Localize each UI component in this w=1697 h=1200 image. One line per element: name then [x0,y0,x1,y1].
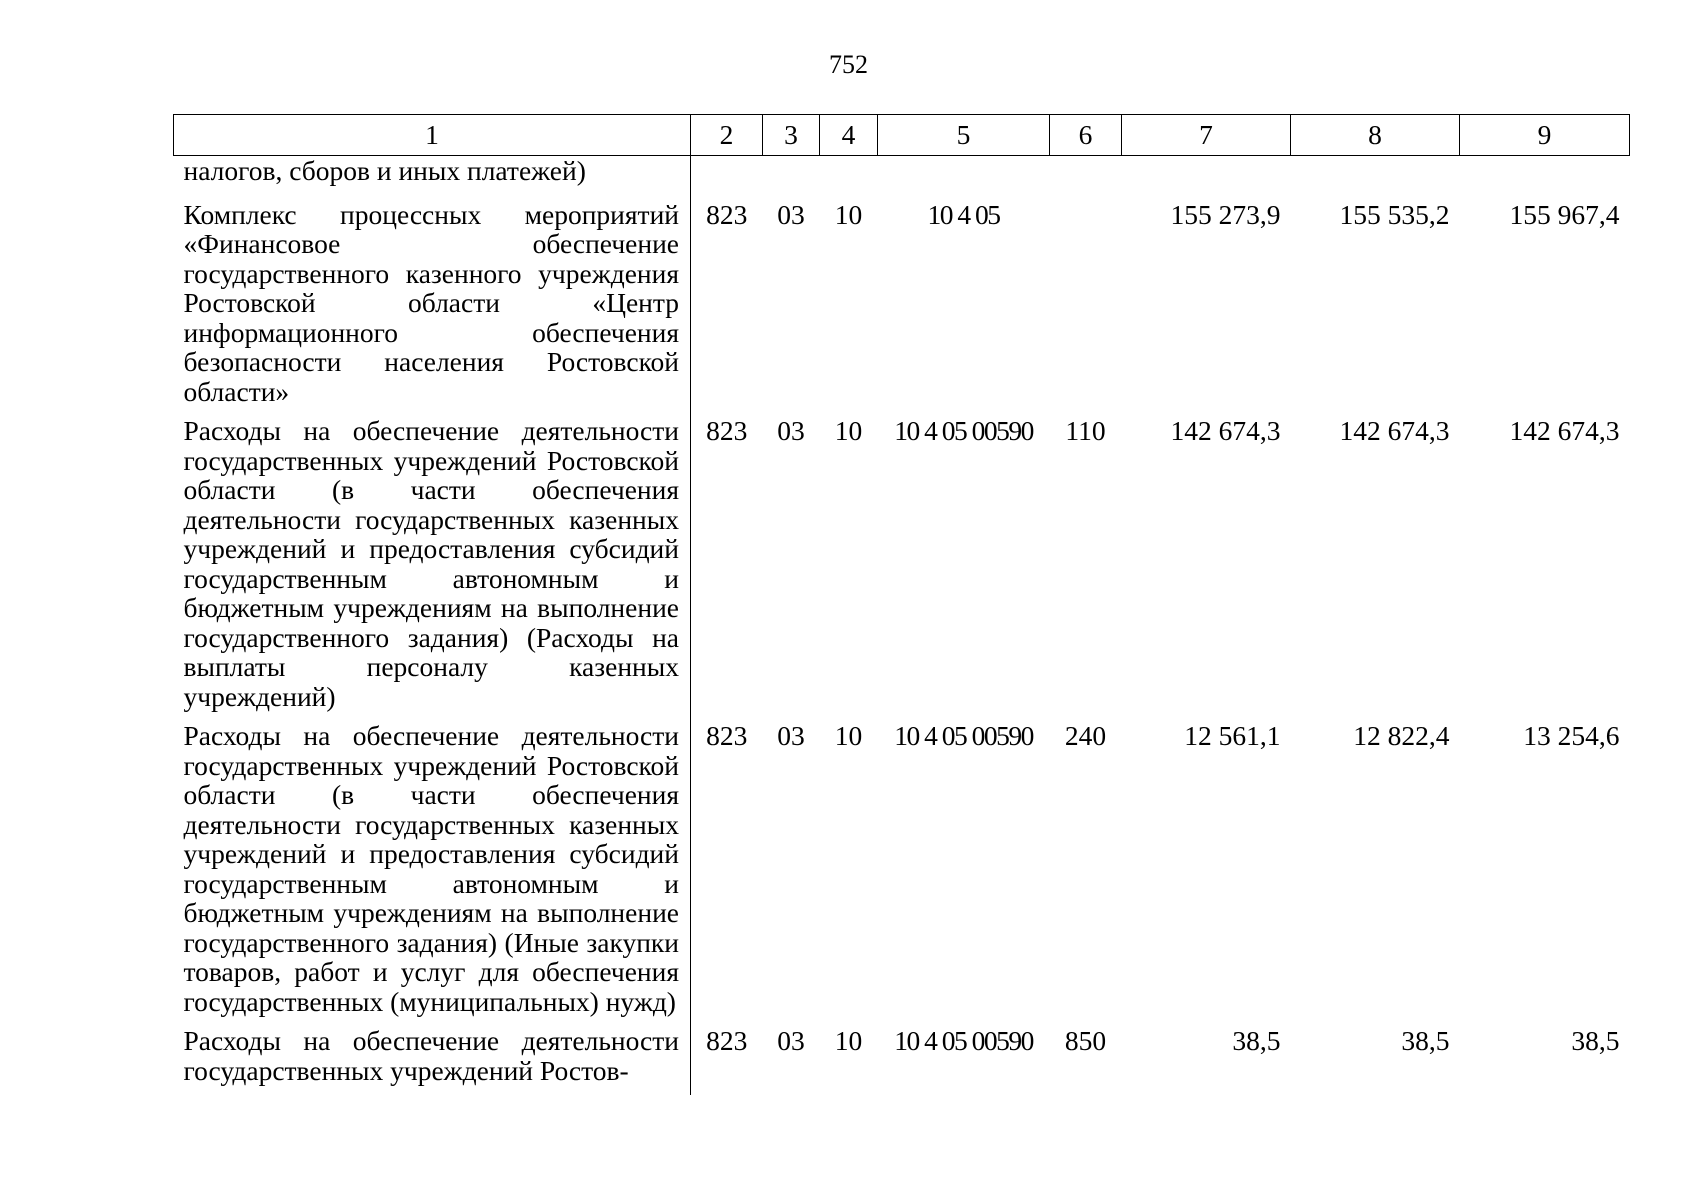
row-col-6: 850 [1064,1025,1107,1056]
header-col-4: 4 [820,115,878,156]
row-description: Расходы на обеспечение деятельности государственных учреждений Ростовской области (в части обеспечения деятельности государственных казенных учреждений и предоставления субсидий государственным автономным и бюджетным учреждениям на выполнение государственного задания) (Иные закупки товаров, работ и услуг для обеспечения государственных (муниципальных) нужд) [174,721,691,1026]
row-col-2: 823 [706,198,748,230]
row-col-5 [878,156,1050,200]
row-col-7: 155 273,9 [1170,198,1281,230]
header-col-7: 7 [1122,115,1291,156]
table-row [174,156,1630,200]
row-col-7: 142 674,3 [1170,415,1281,446]
row-col-9 [1460,156,1630,200]
budget-table [173,114,1630,1095]
row-col-3: 03 [777,415,805,446]
row-description: Комплекс процессных мероприятий «Финансовое обеспечение государственного казенного учреждения Ростовской области «Центр информационного обеспечения безопасности населения Ростовской области» [174,200,691,417]
row-col-5: 10 4 05 00590 [894,1025,1033,1056]
row-col-3: 03 [777,198,805,230]
row-col-9: 13 254,6 [1523,720,1620,751]
header-col-5: 5 [878,115,1050,156]
row-col-8: 12 822,4 [1353,720,1450,751]
header-col-2: 2 [691,115,763,156]
table-row [174,721,1630,1026]
header-col-8: 8 [1291,115,1460,156]
row-col-7: 38,5 [1232,1025,1281,1056]
row-col-6 [1050,200,1122,417]
row-col-7 [1122,156,1291,200]
row-description: Расходы на обеспечение деятельности государственных учреждений Ростовской области (в части обеспечения деятельности государственных казенных учреждений и предоставления субсидий государственным автономным и бюджетным учреждениям на выполнение государственного задания) (Расходы на выплаты персоналу казенных учреждений) [174,416,691,721]
row-col-4: 10 [834,198,863,230]
header-col-6: 6 [1050,115,1122,156]
table-row [174,1026,1630,1095]
table-header-row [174,115,1630,156]
row-description: налогов, сборов и иных платежей) [174,156,691,200]
row-col-8 [1291,156,1460,200]
header-col-3: 3 [763,115,820,156]
row-col-4: 10 [834,1025,863,1056]
table-row [174,200,1630,417]
row-description: Расходы на обеспечение деятельности государственных учреждений Ростов- [174,1026,691,1095]
row-col-4: 10 [834,415,863,446]
row-col-8: 142 674,3 [1339,415,1450,446]
row-col-9: 142 674,3 [1509,415,1620,446]
row-col-2: 823 [706,415,748,446]
row-col-5: 10 4 05 [927,198,1000,230]
row-col-2: 823 [706,720,748,751]
row-col-8: 155 535,2 [1339,198,1450,230]
row-col-7: 12 561,1 [1184,720,1281,751]
row-col-3: 03 [777,1025,805,1056]
row-col-4 [820,156,878,200]
table-row [174,416,1630,721]
row-col-2: 823 [706,1025,748,1056]
row-col-5: 10 4 05 00590 [894,720,1033,751]
row-col-8: 38,5 [1401,1025,1450,1056]
row-col-2 [691,156,763,200]
row-col-3 [763,156,820,200]
row-col-6: 240 [1064,720,1107,751]
row-col-4: 10 [834,720,863,751]
row-col-6 [1050,156,1122,200]
row-col-9: 38,5 [1571,1025,1620,1056]
page-number: 752 [829,50,868,79]
row-col-6: 110 [1065,415,1106,446]
row-col-3: 03 [777,720,805,751]
row-col-5: 10 4 05 00590 [894,415,1033,446]
header-col-9: 9 [1460,115,1630,156]
row-col-9: 155 967,4 [1509,198,1620,230]
header-col-1: 1 [174,115,691,156]
